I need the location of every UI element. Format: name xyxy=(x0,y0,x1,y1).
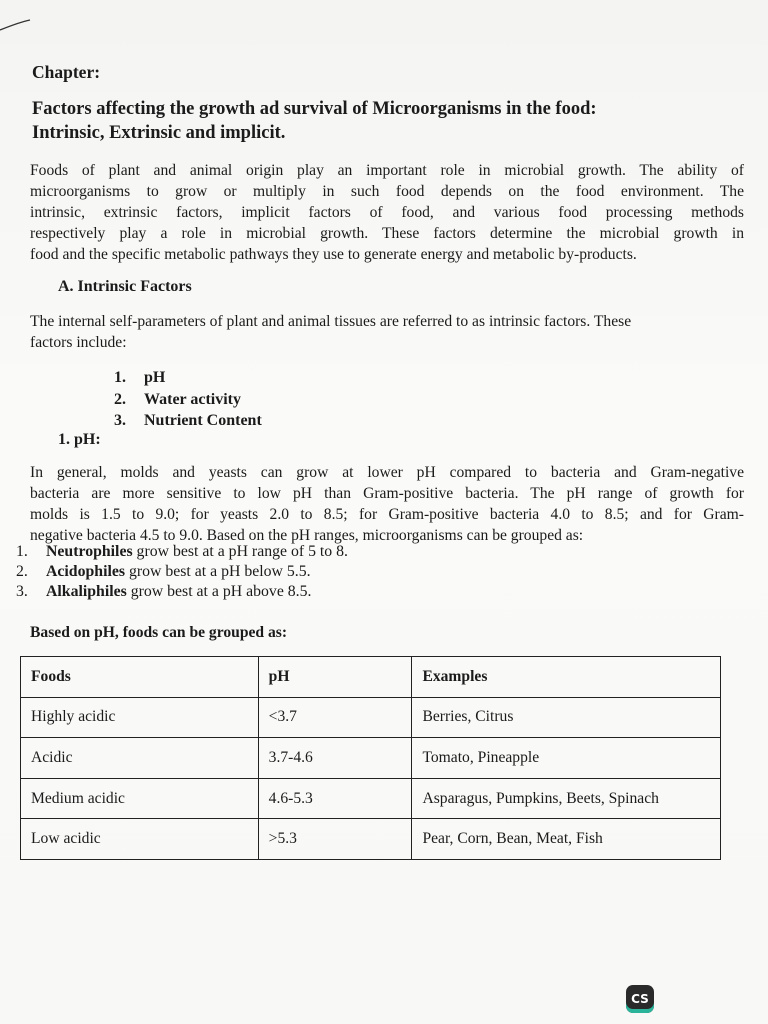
table-cell: Pear, Corn, Bean, Meat, Fish xyxy=(412,819,721,860)
list-item: 3. Alkaliphiles grow best at a pH above 8.5. xyxy=(16,583,312,600)
ph-line: negative bacteria 4.5 to 9.0. Based on the pH ranges, microorganisms can be grouped as: xyxy=(30,527,584,544)
list-item: 3. Nutrient Content xyxy=(114,412,262,429)
ph-line: bacteria are more sensitive to low pH than Gram-positive bacteria. The pH range of growth for xyxy=(30,485,744,502)
intro-line: respectively play a role in microbial growth. These factors determine the microbial growth in xyxy=(30,225,744,242)
list-item: 2. Water activity xyxy=(114,390,242,408)
foods-heading: Based on pH, foods can be grouped as: xyxy=(30,624,288,641)
section-a-paragraph xyxy=(30,311,631,353)
section-a-line: factors include: xyxy=(30,334,127,351)
chapter-label: Chapter: xyxy=(32,62,101,82)
ph-heading: 1. pH: xyxy=(58,431,101,448)
intrinsic-factors-list xyxy=(114,367,262,432)
column-header: Foods xyxy=(21,657,259,698)
table-cell: 3.7-4.6 xyxy=(258,738,412,779)
table-cell: Highly acidic xyxy=(21,697,259,738)
camscanner-logo-icon: CS xyxy=(626,985,654,1013)
intro-line: microorganisms to grow or multiply in such food depends on the food environment. The xyxy=(30,183,744,200)
section-a-heading: A. Intrinsic Factors xyxy=(58,278,192,295)
intro-line: intrinsic, extrinsic factors, implicit factors of food, and various food processing methods xyxy=(30,204,744,221)
table-row xyxy=(21,778,721,819)
table-cell: >5.3 xyxy=(258,819,412,860)
intro-line: Foods of plant and animal origin play an important role in microbial growth. The ability of xyxy=(30,162,744,179)
table-header-row xyxy=(21,657,721,698)
list-item: 1. pH xyxy=(114,369,166,386)
intro-line: food and the specific metabolic pathways they use to generate energy and metabolic by-products. xyxy=(30,246,637,263)
table-cell: Berries, Citrus xyxy=(412,697,721,738)
list-item: 1. Neutrophiles grow best at a pH range of 5 to 8. xyxy=(16,543,349,560)
list-item: 2. Acidophiles grow best at a pH below 5.5. xyxy=(16,563,311,580)
table-cell: Asparagus, Pumpkins, Beets, Spinach xyxy=(412,778,721,819)
intro-paragraph xyxy=(30,160,744,265)
table-row xyxy=(21,819,721,860)
ph-groups-list xyxy=(16,542,348,602)
column-header: Examples xyxy=(412,657,721,698)
table-cell: Acidic xyxy=(21,738,259,779)
table-cell: <3.7 xyxy=(258,697,412,738)
ph-paragraph xyxy=(30,462,744,546)
table-cell: Medium acidic xyxy=(21,778,259,819)
document-title xyxy=(32,97,597,145)
table-row xyxy=(21,738,721,779)
ph-foods-table xyxy=(20,656,721,860)
ph-line: In general, molds and yeasts can grow at lower pH compared to bacteria and Gram-negative xyxy=(30,464,744,481)
title-line-1: Factors affecting the growth ad survival of Microorganisms in the food: xyxy=(32,99,597,119)
title-line-2: Intrinsic, Extrinsic and implicit. xyxy=(32,123,286,143)
section-a-line: The internal self-parameters of plant and animal tissues are referred to as intrinsic factors. These xyxy=(30,313,632,330)
table-cell: Tomato, Pineapple xyxy=(412,738,721,779)
ph-line: molds is 1.5 to 9.0; for yeasts 2.0 to 8.5; for Gram-positive bacteria 4.0 to 8.5; and for Gram- xyxy=(30,506,744,523)
table-cell: Low acidic xyxy=(21,819,259,860)
column-header: pH xyxy=(258,657,412,698)
table-row xyxy=(21,697,721,738)
pen-mark xyxy=(0,18,32,32)
table-cell: 4.6-5.3 xyxy=(258,778,412,819)
